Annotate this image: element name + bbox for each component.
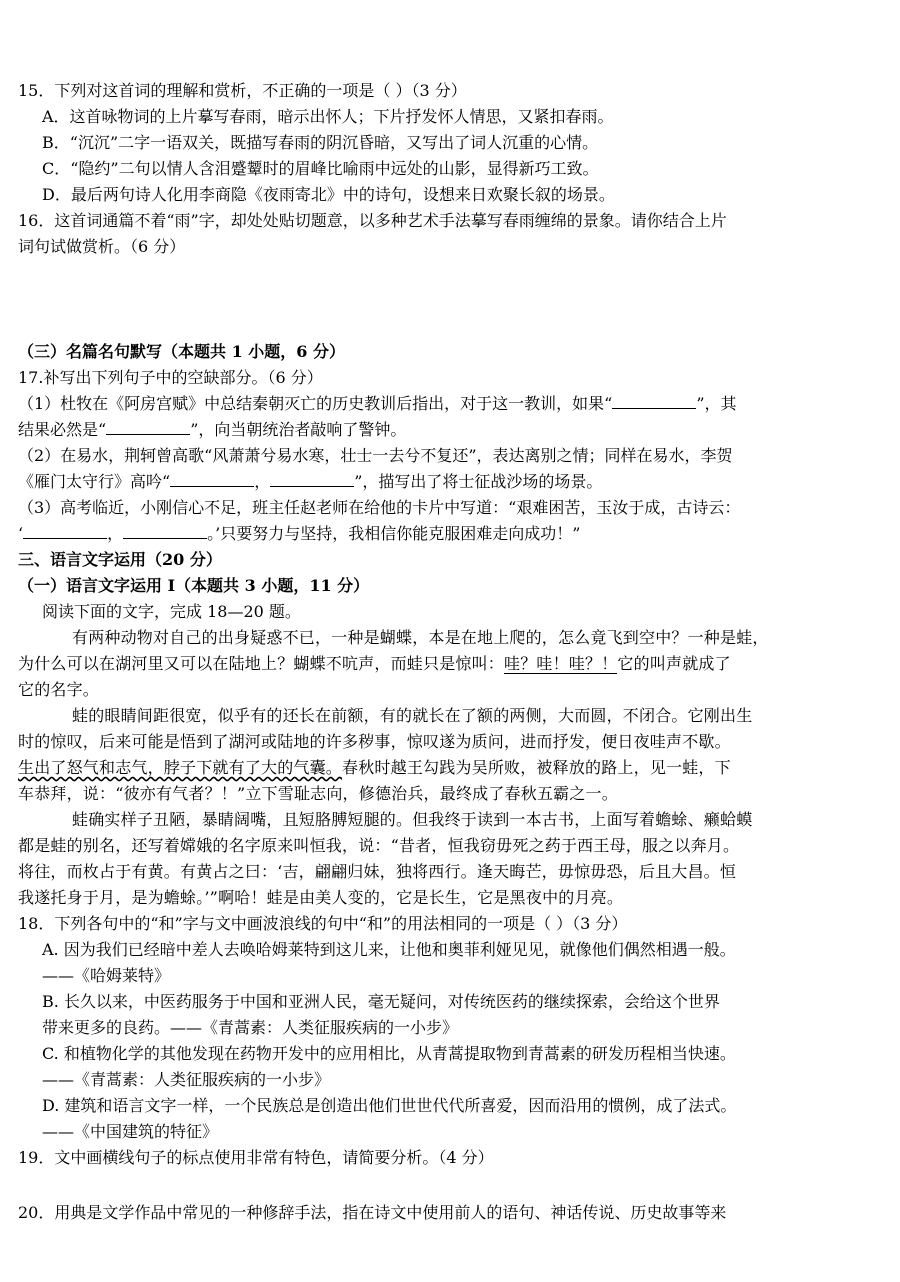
q18-option-a: A. 因为我们已经暗中差人去唤哈姆莱特到这儿来，让他和奥菲利娅见见，就像他们偶然相遇一般。	[42, 940, 736, 959]
underlined-sentence: 哇？哇！哇？！	[504, 654, 618, 673]
q16-line-2: 词句试做赏析。（6 分）	[18, 237, 186, 256]
q16-line-1: 16．这首词通篇不着“雨”字，却处处贴切题意，以多种艺术手法摹写春雨缠绵的景象。请你结合上片	[18, 211, 727, 230]
answer-blank[interactable]	[170, 472, 254, 487]
section-3-header: （三）名篇名句默写（本题共 1 小题，6 分）	[18, 342, 345, 361]
q20-stem: 20．用典是文学作品中常见的一种修辞手法，指在诗文中使用前人的语句、神话传说、历史故事等来	[18, 1203, 727, 1222]
q17-part3-line2	[18, 523, 580, 545]
q15-option-b: B．“沉沉”二字一语双关，既描写春雨的阴沉昏暗，又写出了词人沉重的心情。	[42, 133, 599, 152]
q18-option-d: D. 建筑和语言文字一样，一个民族总是创造出他们世世代代所喜爱，因而沿用的惯例，成了法式。	[42, 1096, 737, 1115]
q15-option-a: A．这首咏物词的上片摹写春雨，暗示出怀人；下片抒发怀人情思，又紧扣春雨。	[42, 107, 614, 126]
q17-part1-line1	[18, 393, 737, 415]
q17-part3-line1: （3）高考临近，小刚信心不足，班主任赵老师在给他的卡片中写道：“艰难困苦，玉汝于成，古诗云：	[18, 498, 741, 517]
q15-stem: 15．下列对这首词的理解和赏析，不正确的一项是（ ）（3 分）	[18, 81, 467, 100]
reading-instruction: 阅读下面的文字，完成 18—20 题。	[42, 602, 301, 621]
q17-p3-text-d: 。’只要努力与坚持，我相信你能克服困难走向成功！”	[207, 524, 581, 543]
q18-option-a-source: ——《哈姆莱特》	[42, 966, 171, 985]
q17-stem: 17.补写出下列句子中的空缺部分。（6 分）	[18, 368, 323, 387]
passage-p1-text-tail: 它的叫声就成了	[617, 654, 731, 673]
q19-stem: 19．文中画横线句子的标点使用非常有特色，请简要分析。（4 分）	[18, 1148, 494, 1167]
q17-p1-text-a: （1）杜牧在《阿房宫赋》中总结秦朝灭亡的历史教训后指出，对于这一教训，如果“	[18, 394, 613, 413]
q18-stem: 18．下列各句中的“和”字与文中画波浪线的句中“和”的用法相同的一项是（ ）（3 分）	[18, 914, 628, 933]
q17-p3-text-b: ‘	[18, 524, 24, 543]
q18-option-c: C. 和植物化学的其他发现在药物开发中的应用相比，从青蒿提取物到青蒿素的研发历程相当快速。	[42, 1044, 736, 1063]
passage-p2-line1: 蛙的眼睛间距很宽，似乎有的还长在前额，有的就长在了额的两侧，大而圆，不闭合。它刚出生	[72, 706, 753, 725]
passage-p3-line2: 都是蛙的别名，还写着嫦娥的名字原来叫恒我，说：“昔者，恒我窃毋死之药于西王母，服之以奔月。	[18, 836, 740, 855]
q17-p1-text-b: ”，其	[696, 394, 737, 413]
answer-blank[interactable]	[612, 394, 696, 409]
q18-option-d-source: ——《中国建筑的特征》	[42, 1122, 219, 1141]
passage-p3-line4: 我遂托身于月，是为蟾蜍。’”啊哈！蛙是由美人变的，它是长生，它是黑夜中的月亮。	[18, 888, 624, 907]
wavy-underlined-sentence: 生出了怒气和志气，脖子下就有了大的气囊。	[18, 758, 343, 777]
passage-p1-text: 为什么可以在湖河里又可以在陆地上？蝴蝶不吭声，而蛙只是惊叫：	[18, 654, 505, 673]
q18-option-c-source: ——《青蒿素：人类征服疾病的一小步》	[42, 1070, 331, 1089]
q17-part1-line2	[18, 419, 406, 441]
answer-blank[interactable]	[270, 472, 354, 487]
passage-p1-line3: 它的名字。	[18, 680, 100, 699]
passage-p2-text-tail: 春秋时越王勾践为吴所败，被释放的路上，见一蛙，下	[342, 758, 731, 777]
q17-p2-text-b: 《雁门太守行》高吟“	[18, 472, 171, 491]
passage-p2-line2: 时的惊叹，后来可能是悟到了湖河或陆地的许多秽事，惊叹遂为质问，进而抒发，便日夜哇声不歇。	[18, 732, 731, 751]
part-3-header: 三、语言文字运用（20 分）	[18, 550, 222, 569]
passage-p3-line3: 将往，而枚占于有黄。有黄占之曰：‘吉，翩翩归妹，独将西行。逢天晦芒，毋惊毋恐，后且大昌。恒	[18, 862, 737, 881]
passage-p1-line2	[18, 653, 731, 675]
q15-option-c: C．“隐约”二句以情人含泪蹙颦时的眉峰比喻雨中远处的山影，显得新巧工致。	[42, 159, 599, 178]
passage-p1-line1: 有两种动物对自己的出身疑惑不已，一种是蝴蝶，本是在地上爬的，怎么竟飞到空中？一种是蛙，	[72, 628, 769, 647]
q18-option-b: B. 长久以来，中医药服务于中国和亚洲人民，毫无疑问，对传统医药的继续探索，会给这个世界	[42, 992, 720, 1011]
answer-blank[interactable]	[106, 420, 190, 435]
q17-p1-text-d: ”，向当朝统治者敲响了警钟。	[190, 420, 407, 439]
answer-blank[interactable]	[123, 524, 207, 539]
q17-p2-text-d: ”，描写出了将士征战沙场的场景。	[354, 472, 603, 491]
answer-blank[interactable]	[23, 524, 107, 539]
q17-p1-text-c: 结果必然是“	[18, 420, 107, 439]
q15-option-d: D．最后两句诗人化用李商隐《夜雨寄北》中的诗句，设想来日欢聚长叙的场景。	[42, 185, 615, 204]
q17-p2-text-c: ，	[254, 472, 271, 491]
q17-part2-line2	[18, 471, 602, 493]
subsection-1-header: （一）语言文字运用 Ⅰ（本题共 3 小题，11 分）	[18, 576, 370, 595]
passage-p2-line3	[18, 757, 731, 779]
q17-p3-text-c: ，	[107, 524, 124, 543]
passage-p2-line4: 车恭拜，说：“彼亦有气者？！”立下雪耻志向，修德治兵，最终成了春秋五霸之一。	[18, 784, 618, 803]
q18-option-b-cont: 带来更多的良药。——《青蒿素：人类征服疾病的一小步》	[42, 1018, 459, 1037]
passage-p3-line1: 蛙确实样子丑陋，暴睛阔嘴，且短胳膊短腿的。但我终于读到一本古书，上面写着蟾蜍、癞蛤蟆	[72, 810, 753, 829]
q17-part2-line1: （2）在易水，荆轲曾高歌“风萧萧兮易水寒，壮士一去兮不复还”，表达离别之情；同样在易水，李贺	[18, 446, 733, 465]
